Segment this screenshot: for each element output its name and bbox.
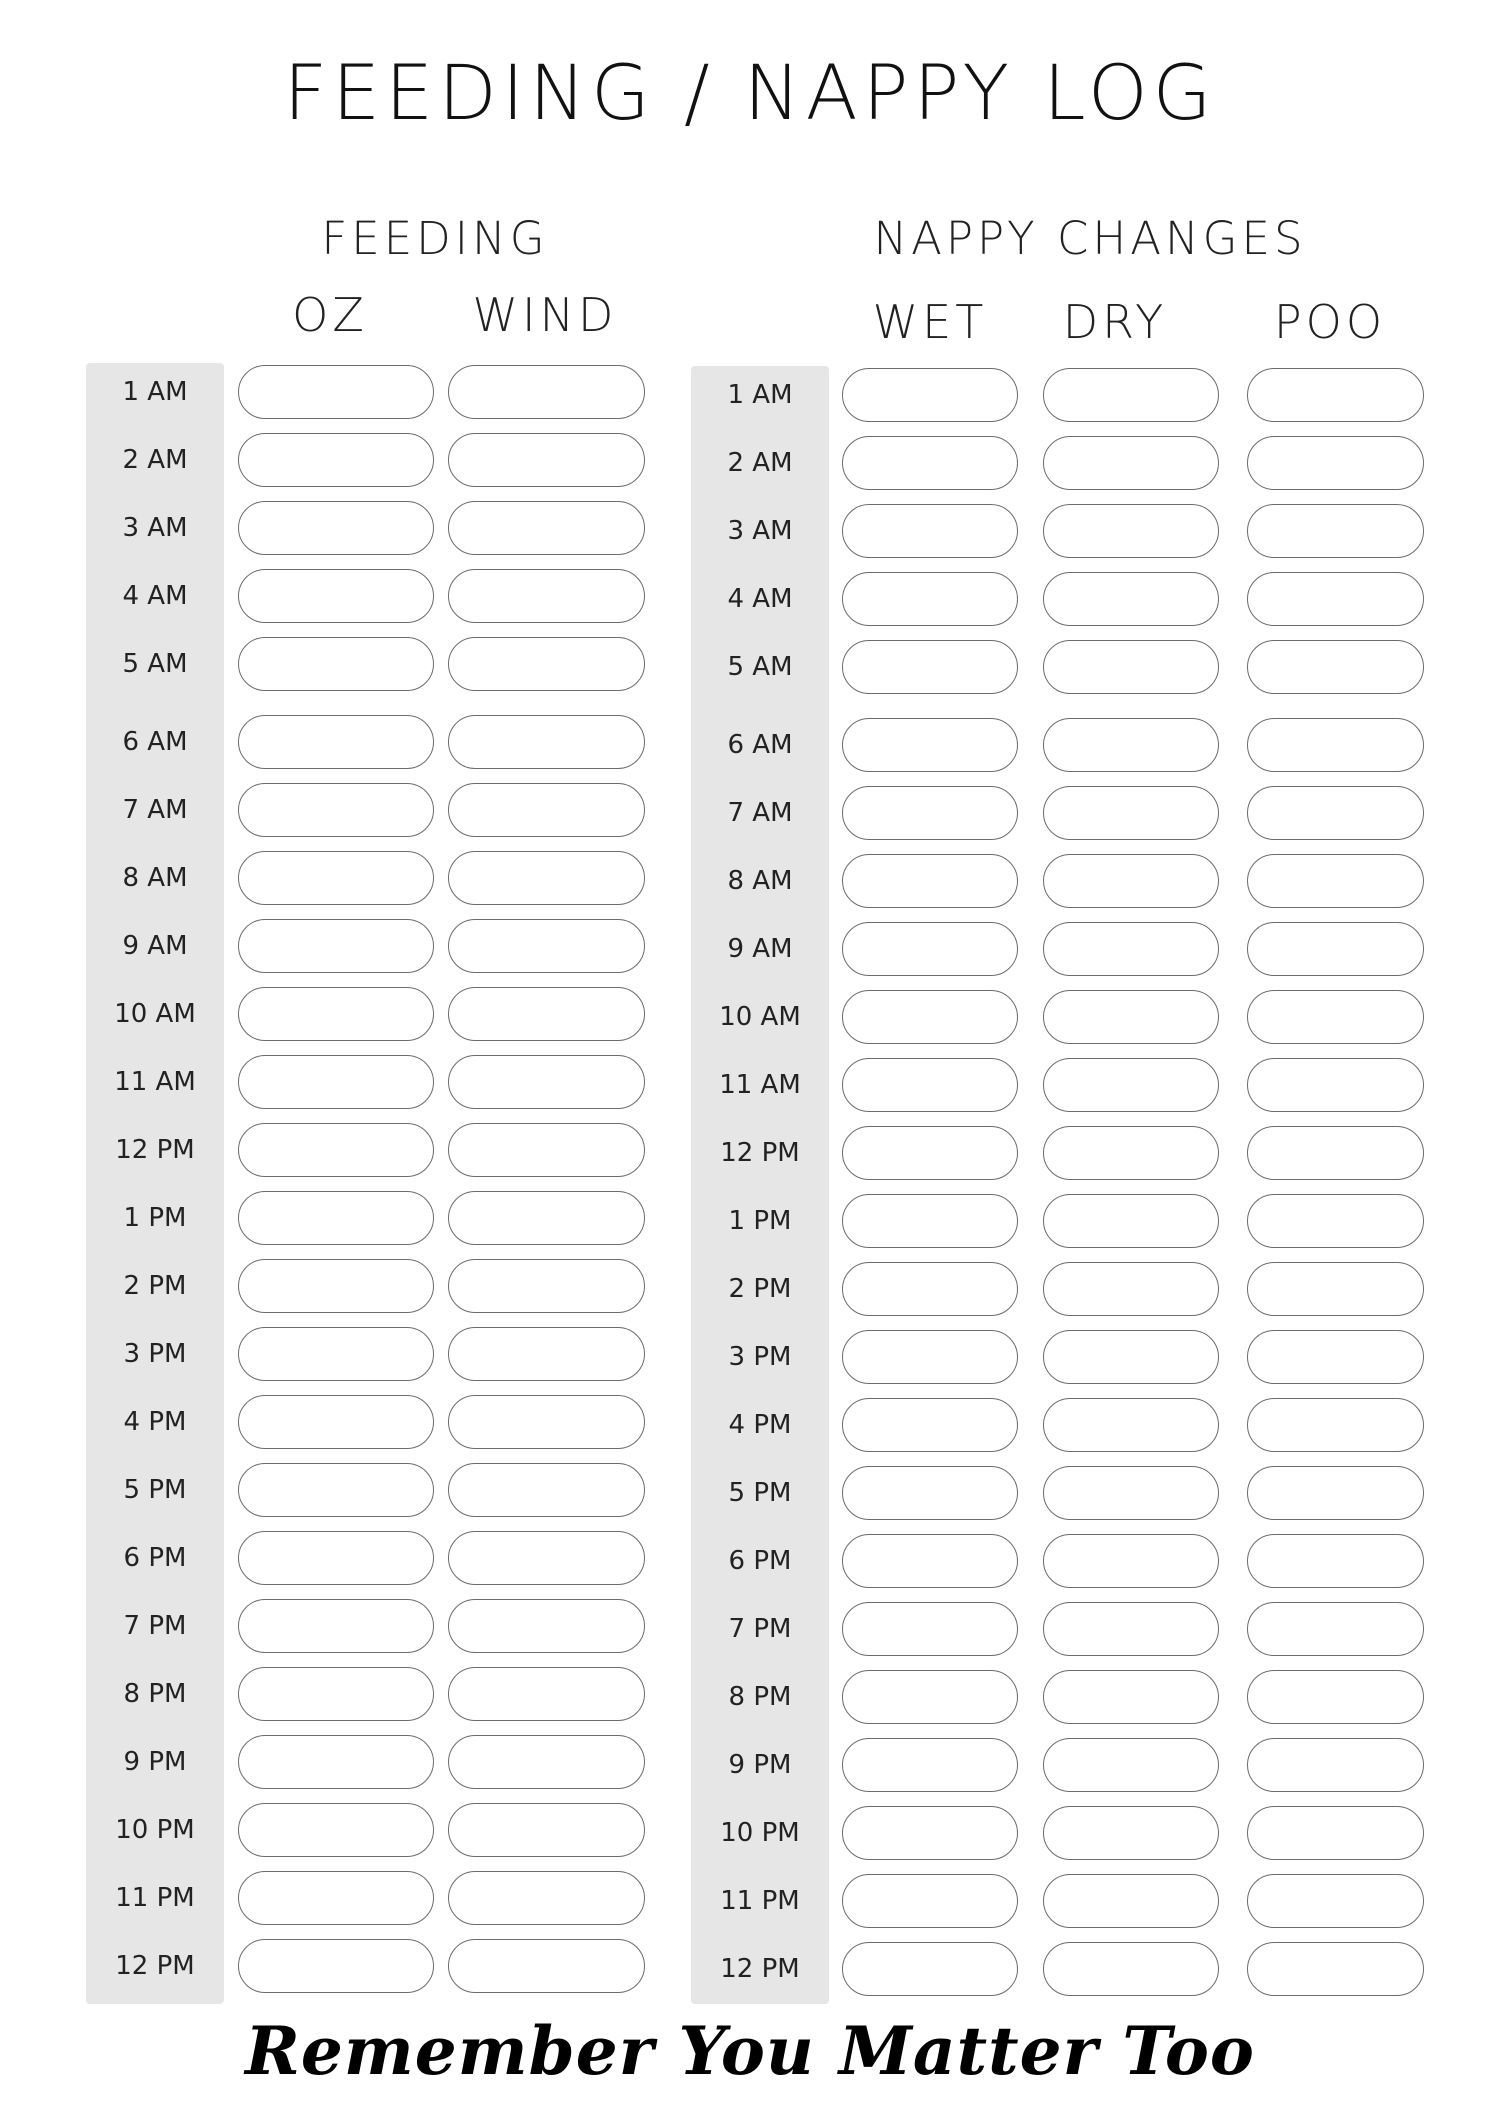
nappy-time-label: 6 PM <box>728 1546 792 1576</box>
wet-entry[interactable] <box>842 990 1018 1044</box>
feeding-time-label: 5 PM <box>123 1475 187 1505</box>
nappy-time-label: 2 AM <box>727 448 793 478</box>
wet-entry[interactable] <box>842 504 1018 558</box>
wind-entry[interactable] <box>448 715 645 769</box>
feeding-time-label: 11 PM <box>115 1883 195 1913</box>
feeding-time-label: 6 AM <box>122 727 188 757</box>
nappy-time-label: 3 AM <box>727 516 793 546</box>
wind-entry[interactable] <box>448 1531 645 1585</box>
wind-entry[interactable] <box>448 1667 645 1721</box>
feeding-time-label: 12 PM <box>115 1135 195 1165</box>
dry-entry[interactable] <box>1043 1806 1219 1860</box>
nappy-time-label: 10 PM <box>720 1818 800 1848</box>
oz-entry[interactable] <box>238 715 434 769</box>
feeding-time-label: 2 PM <box>123 1271 187 1301</box>
dry-entry[interactable] <box>1043 922 1219 976</box>
feeding-time-label: 5 AM <box>122 649 188 679</box>
wind-entry[interactable] <box>448 1803 645 1857</box>
wind-entry[interactable] <box>448 1259 645 1313</box>
feeding-time-label: 10 AM <box>114 999 196 1029</box>
wet-entry[interactable] <box>842 1874 1018 1928</box>
poo-entry[interactable] <box>1247 1670 1424 1724</box>
poo-entry[interactable] <box>1247 1602 1424 1656</box>
dry-entry[interactable] <box>1043 1398 1219 1452</box>
oz-entry[interactable] <box>238 1259 434 1313</box>
dry-entry[interactable] <box>1043 1330 1219 1384</box>
dry-entry[interactable] <box>1043 854 1219 908</box>
feeding-time-label: 9 AM <box>122 931 188 961</box>
feeding-time-label: 4 AM <box>122 581 188 611</box>
poo-entry[interactable] <box>1247 1126 1424 1180</box>
wind-entry[interactable] <box>448 1463 645 1517</box>
nappy-time-label: 8 PM <box>728 1682 792 1712</box>
wet-entry[interactable] <box>842 1670 1018 1724</box>
wind-entry[interactable] <box>448 1735 645 1789</box>
dry-entry[interactable] <box>1043 1670 1219 1724</box>
poo-entry[interactable] <box>1247 640 1424 694</box>
oz-entry[interactable] <box>238 987 434 1041</box>
wind-entry[interactable] <box>448 569 645 623</box>
nappy-time-label: 1 AM <box>727 380 793 410</box>
nappy-time-label: 8 AM <box>727 866 793 896</box>
poo-entry[interactable] <box>1247 436 1424 490</box>
wet-entry[interactable] <box>842 1806 1018 1860</box>
oz-entry[interactable] <box>238 433 434 487</box>
wind-entry[interactable] <box>448 851 645 905</box>
poo-entry[interactable] <box>1247 1738 1424 1792</box>
dry-entry[interactable] <box>1043 1602 1219 1656</box>
wet-entry[interactable] <box>842 786 1018 840</box>
nappy-time-label: 1 PM <box>728 1206 792 1236</box>
nappy-time-label: 7 PM <box>728 1614 792 1644</box>
dry-entry[interactable] <box>1043 1466 1219 1520</box>
oz-entry[interactable] <box>238 1463 434 1517</box>
oz-entry[interactable] <box>238 1531 434 1585</box>
poo-entry[interactable] <box>1247 1058 1424 1112</box>
poo-entry[interactable] <box>1247 1330 1424 1384</box>
oz-entry[interactable] <box>238 1123 434 1177</box>
wind-entry[interactable] <box>448 1191 645 1245</box>
nappy-time-label: 9 AM <box>727 934 793 964</box>
nappy-time-label: 5 AM <box>727 652 793 682</box>
dry-entry[interactable] <box>1043 1738 1219 1792</box>
dry-entry[interactable] <box>1043 1058 1219 1112</box>
wind-entry[interactable] <box>448 1599 645 1653</box>
poo-entry[interactable] <box>1247 922 1424 976</box>
wet-entry[interactable] <box>842 640 1018 694</box>
wet-entry[interactable] <box>842 1262 1018 1316</box>
poo-entry[interactable] <box>1247 572 1424 626</box>
wet-entry[interactable] <box>842 368 1018 422</box>
dry-entry[interactable] <box>1043 436 1219 490</box>
nappy-time-label: 12 PM <box>720 1138 800 1168</box>
dry-entry[interactable] <box>1043 786 1219 840</box>
wind-entry[interactable] <box>448 1871 645 1925</box>
feeding-time-label: 3 PM <box>123 1339 187 1369</box>
oz-entry[interactable] <box>238 783 434 837</box>
wet-entry[interactable] <box>842 436 1018 490</box>
wind-entry[interactable] <box>448 987 645 1041</box>
wet-entry[interactable] <box>842 1942 1018 1996</box>
wet-entry[interactable] <box>842 1534 1018 1588</box>
wet-entry[interactable] <box>842 572 1018 626</box>
wet-entry[interactable] <box>842 922 1018 976</box>
dry-entry[interactable] <box>1043 640 1219 694</box>
page-title: FEEDING / NAPPY LOG <box>283 48 1217 137</box>
feeding-time-label: 1 PM <box>123 1203 187 1233</box>
dry-entry[interactable] <box>1043 718 1219 772</box>
nappy-time-label: 11 AM <box>719 1070 801 1100</box>
nappy-time-label: 5 PM <box>728 1478 792 1508</box>
nappy-time-label: 2 PM <box>728 1274 792 1304</box>
feeding-heading: FEEDING <box>321 212 549 265</box>
feeding-time-label: 3 AM <box>122 513 188 543</box>
poo-entry[interactable] <box>1247 1534 1424 1588</box>
feeding-time-label: 1 AM <box>122 377 188 407</box>
nappy-time-label: 10 AM <box>719 1002 801 1032</box>
oz-entry[interactable] <box>238 1939 434 1993</box>
oz-entry[interactable] <box>238 1327 434 1381</box>
feeding-time-label: 4 PM <box>123 1407 187 1437</box>
oz-entry[interactable] <box>238 637 434 691</box>
nappy-time-label: 12 PM <box>720 1954 800 1984</box>
wind-entry[interactable] <box>448 783 645 837</box>
feeding-time-label: 7 AM <box>122 795 188 825</box>
poo-entry[interactable] <box>1247 786 1424 840</box>
nappy-time-label: 6 AM <box>727 730 793 760</box>
poo-entry[interactable] <box>1247 1806 1424 1860</box>
poo-entry[interactable] <box>1247 368 1424 422</box>
oz-entry[interactable] <box>238 1599 434 1653</box>
oz-entry[interactable] <box>238 365 434 419</box>
dry-entry[interactable] <box>1043 572 1219 626</box>
wind-entry[interactable] <box>448 1055 645 1109</box>
feeding-time-label: 7 PM <box>123 1611 187 1641</box>
oz-entry[interactable] <box>238 1667 434 1721</box>
nappy-time-label: 4 AM <box>727 584 793 614</box>
poo-entry[interactable] <box>1247 1466 1424 1520</box>
oz-entry[interactable] <box>238 851 434 905</box>
wind-entry[interactable] <box>448 637 645 691</box>
poo-entry[interactable] <box>1247 1262 1424 1316</box>
oz-entry[interactable] <box>238 569 434 623</box>
wet-entry[interactable] <box>842 1330 1018 1384</box>
dry-entry[interactable] <box>1043 1534 1219 1588</box>
oz-entry[interactable] <box>238 1395 434 1449</box>
wet-entry[interactable] <box>842 1738 1018 1792</box>
poo-entry[interactable] <box>1247 854 1424 908</box>
poo-entry[interactable] <box>1247 1942 1424 1996</box>
dry-entry[interactable] <box>1043 1874 1219 1928</box>
dry-entry[interactable] <box>1043 1942 1219 1996</box>
wind-entry[interactable] <box>448 1123 645 1177</box>
wet-entry[interactable] <box>842 1058 1018 1112</box>
feeding-time-label: 12 PM <box>115 1951 195 1981</box>
oz-entry[interactable] <box>238 1191 434 1245</box>
wet-entry[interactable] <box>842 1398 1018 1452</box>
poo-entry[interactable] <box>1247 1398 1424 1452</box>
wind-entry[interactable] <box>448 919 645 973</box>
dry-entry[interactable] <box>1043 368 1219 422</box>
poo-entry[interactable] <box>1247 1874 1424 1928</box>
oz-entry[interactable] <box>238 501 434 555</box>
wet-entry[interactable] <box>842 854 1018 908</box>
column-wind: WIND <box>472 288 618 342</box>
feeding-time-label: 8 AM <box>122 863 188 893</box>
oz-entry[interactable] <box>238 1055 434 1109</box>
wet-entry[interactable] <box>842 718 1018 772</box>
column-poo: POO <box>1273 295 1387 349</box>
poo-entry[interactable] <box>1247 1194 1424 1248</box>
dry-entry[interactable] <box>1043 1194 1219 1248</box>
wind-entry[interactable] <box>448 1327 645 1381</box>
dry-entry[interactable] <box>1043 504 1219 558</box>
wet-entry[interactable] <box>842 1194 1018 1248</box>
footer-tagline: Remember You Matter Too <box>245 2012 1255 2090</box>
oz-entry[interactable] <box>238 1871 434 1925</box>
dry-entry[interactable] <box>1043 1262 1219 1316</box>
feeding-time-label: 10 PM <box>115 1815 195 1845</box>
nappy-time-label: 3 PM <box>728 1342 792 1372</box>
nappy-time-label: 9 PM <box>728 1750 792 1780</box>
nappy-time-label: 4 PM <box>728 1410 792 1440</box>
poo-entry[interactable] <box>1247 990 1424 1044</box>
wind-entry[interactable] <box>448 433 645 487</box>
wind-entry[interactable] <box>448 1939 645 1993</box>
feeding-time-label: 8 PM <box>123 1679 187 1709</box>
column-oz: OZ <box>292 288 368 342</box>
oz-entry[interactable] <box>238 1735 434 1789</box>
wet-entry[interactable] <box>842 1602 1018 1656</box>
wind-entry[interactable] <box>448 365 645 419</box>
wet-entry[interactable] <box>842 1126 1018 1180</box>
column-dry: DRY <box>1062 295 1168 349</box>
wet-entry[interactable] <box>842 1466 1018 1520</box>
nappy-time-label: 7 AM <box>727 798 793 828</box>
feeding-time-label: 11 AM <box>114 1067 196 1097</box>
feeding-time-label: 6 PM <box>123 1543 187 1573</box>
oz-entry[interactable] <box>238 919 434 973</box>
poo-entry[interactable] <box>1247 718 1424 772</box>
dry-entry[interactable] <box>1043 990 1219 1044</box>
poo-entry[interactable] <box>1247 504 1424 558</box>
nappy-time-label: 11 PM <box>720 1886 800 1916</box>
wind-entry[interactable] <box>448 501 645 555</box>
feeding-time-label: 9 PM <box>123 1747 187 1777</box>
feeding-time-label: 2 AM <box>122 445 188 475</box>
column-wet: WET <box>872 295 988 349</box>
oz-entry[interactable] <box>238 1803 434 1857</box>
nappy-heading: NAPPY CHANGES <box>873 212 1307 265</box>
dry-entry[interactable] <box>1043 1126 1219 1180</box>
wind-entry[interactable] <box>448 1395 645 1449</box>
